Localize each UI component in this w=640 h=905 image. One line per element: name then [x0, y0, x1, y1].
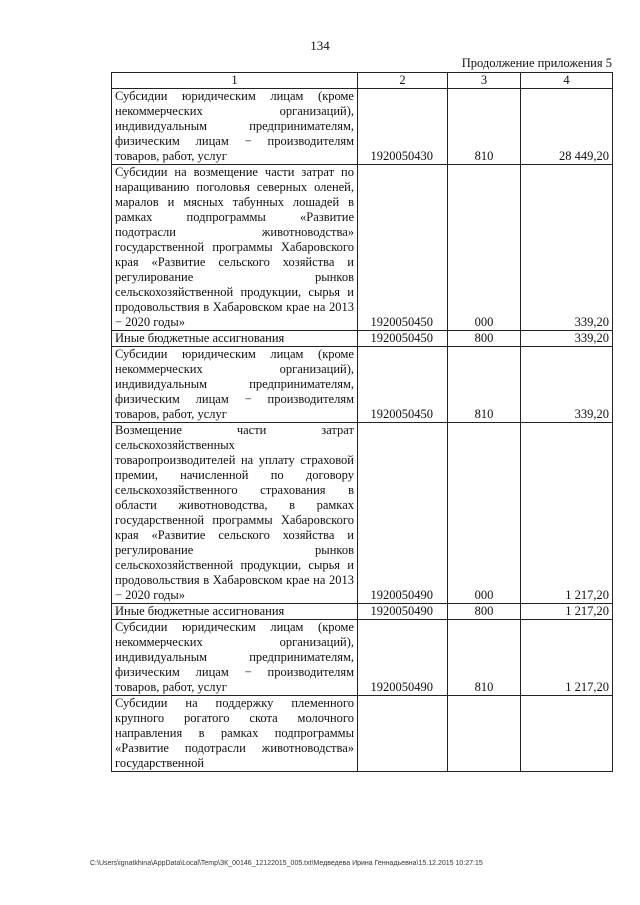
row-description: Возмещение части затрат сельскохозяйственных товаропроизводителей на уплату страховой премии, начисленной по договору сельскохозяйственного страхования в области животноводства, в рамках государственной программы Хабаровского края «Развитие сельского хозяйства и регулирование рынков сельскохозяйственной продукции, сырья и продовольствия в Хабаровском крае на 2013 − 2020 годы» [112, 423, 358, 604]
header-col-2: 2 [358, 73, 448, 89]
row-description: Иные бюджетные ассигнования [112, 604, 358, 620]
table-row [112, 165, 613, 331]
table-row [112, 347, 613, 423]
header-col-4: 4 [521, 73, 613, 89]
row-description: Субсидии на возмещение части затрат по наращиванию поголовья северных оленей, маралов и мясных табунных лошадей в рамках подпрограммы «Развитие подотрасли животноводства» государственной программы Хабаровского края «Развитие сельского хозяйства и регулирование рынков сельскохозяйственной продукции, сырья и продовольствия в Хабаровском крае на 2013 − 2020 годы» [112, 165, 358, 331]
header-row [112, 73, 613, 89]
row-description: Субсидии юридическим лицам (кроме некоммерческих организаций), индивидуальным предпринимателям, физическим лицам − производителям товаров, работ, услуг [112, 347, 358, 423]
row-code: 1920050450 [358, 331, 448, 347]
row-description: Субсидии юридическим лицам (кроме некоммерческих организаций), индивидуальным предпринимателям, физическим лицам − производителям товаров, работ, услуг [112, 89, 358, 165]
table-row [112, 423, 613, 604]
row-type: 800 [448, 604, 521, 620]
row-type: 000 [448, 165, 521, 331]
row-code: 1920050450 [358, 347, 448, 423]
continuation-label: Продолжение приложения 5 [461, 56, 612, 70]
row-code [358, 696, 448, 772]
row-amount: 1 217,20 [521, 620, 613, 696]
page-number: 134 [310, 38, 330, 53]
table-row [112, 620, 613, 696]
budget-table [111, 72, 613, 772]
row-type [448, 696, 521, 772]
row-type: 800 [448, 331, 521, 347]
row-amount: 28 449,20 [521, 89, 613, 165]
header-col-1: 1 [112, 73, 358, 89]
row-description: Субсидии на поддержку племенного крупного рогатого скота молочного направления в рамках подпрограммы «Развитие подотрасли животноводства» государственной [112, 696, 358, 772]
row-code: 1920050490 [358, 620, 448, 696]
row-amount: 339,20 [521, 165, 613, 331]
row-code: 1920050490 [358, 423, 448, 604]
table-row [112, 604, 613, 620]
row-type: 000 [448, 423, 521, 604]
row-description: Субсидии юридическим лицам (кроме некоммерческих организаций), индивидуальным предпринимателям, физическим лицам − производителям товаров, работ, услуг [112, 620, 358, 696]
file-path-footer: C:\Users\ignatkhina\AppData\Local\Temp\ЗК_00146_12122015_005.txt\Медведева Ирина Геннадьевна\15.12.2015 10:27:15 [90, 860, 483, 867]
table-row [112, 696, 613, 772]
row-description: Иные бюджетные ассигнования [112, 331, 358, 347]
row-amount: 1 217,20 [521, 423, 613, 604]
table-row [112, 331, 613, 347]
row-type: 810 [448, 89, 521, 165]
row-amount: 1 217,20 [521, 604, 613, 620]
row-amount: 339,20 [521, 347, 613, 423]
table-row [112, 89, 613, 165]
row-type: 810 [448, 620, 521, 696]
row-code: 1920050450 [358, 165, 448, 331]
row-amount: 339,20 [521, 331, 613, 347]
row-amount [521, 696, 613, 772]
row-type: 810 [448, 347, 521, 423]
header-col-3: 3 [448, 73, 521, 89]
row-code: 1920050430 [358, 89, 448, 165]
row-code: 1920050490 [358, 604, 448, 620]
